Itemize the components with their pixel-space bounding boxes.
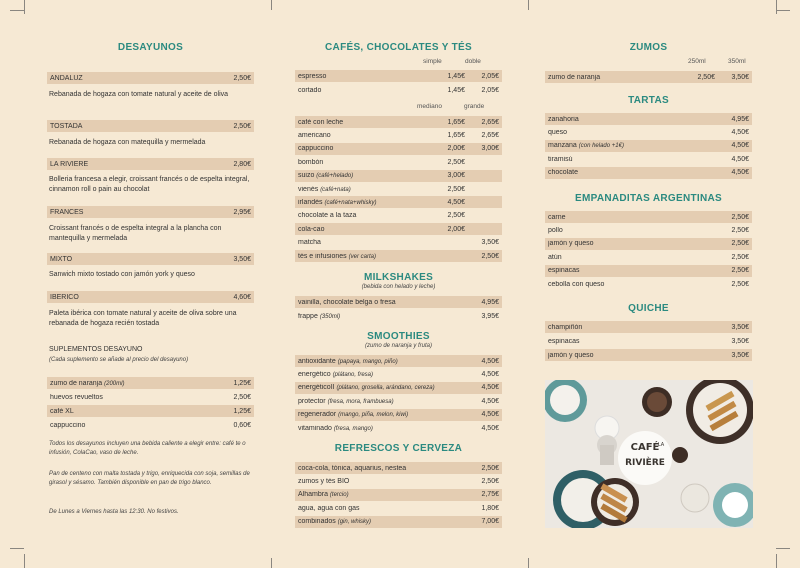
item-name — [298, 313, 469, 320]
smoothie-item — [295, 382, 502, 394]
item-detail: (café+nata) — [320, 186, 351, 193]
item-label: coca-cola, tónica, aquarius, nestea — [298, 464, 407, 472]
item-price: 4,50€ — [481, 370, 499, 378]
item-price: 2,00€ — [447, 225, 465, 233]
item-price: 4,50€ — [481, 411, 499, 419]
item-price: 4,50€ — [731, 128, 749, 136]
item-label: jamón y queso — [548, 351, 594, 359]
item-detail: (café+helado) — [316, 173, 354, 180]
drink-item — [295, 489, 502, 501]
juice-item — [545, 71, 752, 83]
zumos-title: ZUMOS — [629, 42, 668, 53]
item-price: 3,50€ — [233, 255, 251, 263]
item-name — [548, 240, 719, 247]
item-label: carne — [548, 213, 566, 221]
fold-mark — [528, 558, 529, 568]
smoothie-item — [295, 368, 502, 380]
item-detail: (200ml) — [104, 380, 125, 387]
item-label: suizo — [298, 172, 315, 180]
item-name — [548, 214, 719, 221]
item-label: zumos y tés BIO — [298, 477, 350, 485]
item-label: zanahoria — [548, 115, 579, 123]
item-detail: (plátano, fresa) — [332, 371, 374, 378]
item-label: café con leche — [298, 118, 344, 126]
coffee-item — [295, 156, 502, 168]
item-label: huevos revueltos — [50, 393, 103, 401]
item-label: vienés — [298, 185, 319, 193]
quiche-item — [545, 335, 752, 347]
item-price: 2,05€ — [481, 86, 499, 94]
milkshake-item — [295, 296, 502, 308]
supplement-item — [47, 377, 254, 389]
item-name — [50, 209, 221, 216]
cake-item — [545, 140, 752, 152]
fold-mark — [271, 558, 272, 568]
item-price: 2,50€ — [731, 280, 749, 288]
quiche-title: QUICHE — [628, 303, 669, 314]
item-label: espinacas — [548, 337, 580, 345]
item-price: 2,50€ — [447, 185, 465, 193]
item-price: 2,50€ — [233, 122, 251, 130]
breakfast-item — [47, 120, 254, 132]
breakfast-item — [47, 291, 254, 303]
coffee-item — [295, 84, 502, 96]
item-name — [298, 186, 431, 193]
item-price: 2,50€ — [731, 267, 749, 275]
item-name — [50, 380, 221, 387]
item-detail: (plátano, grosella, arándano, cereza) — [336, 385, 435, 392]
coffee-item — [295, 237, 502, 249]
item-price: 2,50€ — [233, 74, 251, 82]
supplements-note: (Cada suplemento se añade al precio del desayuno) — [49, 357, 189, 363]
item-label: pollo — [548, 226, 563, 234]
item-price: 3,50€ — [731, 73, 749, 81]
cake-item — [545, 126, 752, 138]
item-name — [50, 123, 221, 130]
item-label: LA RIVIÈRE — [50, 160, 89, 168]
item-name — [298, 253, 431, 260]
item-label: irlandés — [298, 198, 323, 206]
item-price: 1,25€ — [233, 407, 251, 415]
breakfast-description: Sanwich mixto tostado con jamón york y queso — [49, 271, 195, 278]
coffee-item — [295, 196, 502, 208]
item-label: queso — [548, 128, 568, 136]
desayunos-column — [47, 0, 254, 568]
breakfast-description: Paleta ibérica con tomate natural y aceite de oliva sobre una rebanada de hogaza recién tostada — [49, 310, 237, 327]
item-price: 3,50€ — [731, 337, 749, 345]
item-price: 2,50€ — [731, 226, 749, 234]
item-price: 2,80€ — [233, 160, 251, 168]
coffee-item — [295, 210, 502, 222]
fold-mark — [271, 0, 272, 10]
item-price: 4,50€ — [481, 424, 499, 432]
empanadita-item — [545, 211, 752, 223]
cake-item — [545, 113, 752, 125]
crop-mark — [776, 548, 790, 549]
item-name — [298, 371, 469, 378]
item-price: 3,00€ — [481, 145, 499, 153]
milkshake-item — [295, 310, 502, 322]
refrescos-title: REFRESCOS Y CERVEZA — [334, 443, 463, 454]
quiche-item — [545, 349, 752, 361]
item-label: energético — [298, 370, 331, 378]
item-label: atún — [548, 253, 562, 261]
table-illustration — [545, 380, 753, 528]
crop-mark — [24, 0, 25, 14]
item-name — [50, 394, 221, 401]
drink-item — [295, 462, 502, 474]
item-label: jamón y queso — [548, 240, 594, 248]
item-price: 1,45€ — [447, 72, 465, 80]
tartas-title: TARTAS — [628, 95, 669, 106]
item-label: antioxidante — [298, 357, 336, 365]
size-label-simple: simple — [423, 58, 442, 65]
item-price: 0,60€ — [233, 421, 251, 429]
coffee-item — [295, 183, 502, 195]
item-name — [298, 465, 469, 472]
item-detail: (fresa, mora, frambuesa) — [327, 398, 394, 405]
item-price: 3,00€ — [447, 172, 465, 180]
item-name — [50, 422, 221, 429]
item-detail: (350ml) — [319, 313, 341, 320]
smoothies-subtitle: (zumo de naranja y fruta) — [364, 343, 433, 349]
item-name — [298, 411, 469, 418]
item-label: frappe — [298, 312, 318, 320]
item-label: agua, agua con gas — [298, 504, 360, 512]
crop-mark — [776, 554, 777, 568]
item-label: cappuccino — [50, 421, 86, 429]
empanadita-item — [545, 278, 752, 290]
footer-note: De Lunes a Viernes hasta las 12:30. No festivos. — [49, 509, 179, 515]
item-detail: (café+nata+whisky) — [324, 199, 377, 206]
item-price: 4,50€ — [481, 384, 499, 392]
item-name — [298, 212, 431, 219]
item-name — [548, 324, 719, 331]
item-label: zumo de naranja — [50, 379, 103, 387]
item-price: 2,65€ — [481, 118, 499, 126]
item-name — [50, 408, 221, 415]
smoothie-item — [295, 355, 502, 367]
item-name — [298, 87, 431, 94]
item-name — [548, 74, 681, 81]
footer-note: Todos los desayunos incluyen una bebida caliente a elegir entre: café te o infusión, ColaCao, vaso de leche. — [49, 441, 246, 456]
item-label: Alhambra — [298, 491, 328, 499]
item-label: champiñón — [548, 323, 583, 331]
item-label: matcha — [298, 239, 321, 247]
item-name — [548, 156, 719, 163]
item-price: 4,50€ — [481, 357, 499, 365]
item-name — [50, 75, 221, 82]
item-name — [548, 142, 719, 149]
size-label-doble: doble — [465, 58, 481, 65]
coffee-item — [295, 70, 502, 82]
empanadita-item — [545, 265, 752, 277]
item-price: 2,05€ — [481, 72, 499, 80]
supplement-item — [47, 391, 254, 403]
item-name — [298, 199, 431, 206]
item-price: 2,00€ — [447, 145, 465, 153]
item-label: tés e infusiones — [298, 252, 347, 260]
item-label: cebolla con queso — [548, 280, 605, 288]
smoothie-item — [295, 422, 502, 434]
item-name — [548, 129, 719, 136]
item-price: 4,50€ — [731, 142, 749, 150]
item-name — [298, 518, 469, 525]
item-label: vainilla, chocolate belga o fresa — [298, 298, 396, 306]
item-name — [548, 281, 719, 288]
breakfast-description: Croissant francés o de espelta integral a la plancha con mantequilla y mermelada — [49, 225, 222, 242]
item-price: 4,50€ — [481, 397, 499, 405]
empanadita-item — [545, 238, 752, 250]
item-price: 2,75€ — [481, 491, 499, 499]
item-label: IBÉRICO — [50, 293, 79, 301]
size-label-mediano: mediano — [417, 103, 442, 110]
drink-item — [295, 516, 502, 528]
supplement-item — [47, 419, 254, 431]
empanadita-item — [545, 251, 752, 263]
fold-mark — [528, 0, 529, 10]
item-label: MIXTO — [50, 255, 73, 263]
item-name — [548, 267, 719, 274]
coffee-item — [295, 223, 502, 235]
size-label-350ml: 350ml — [728, 58, 746, 65]
item-label: cappuccino — [298, 145, 334, 153]
breakfast-item — [47, 206, 254, 218]
supplements-title: SUPLEMENTOS DESAYUNO — [49, 346, 143, 353]
item-detail: (ver carta) — [348, 253, 376, 260]
item-label: americano — [298, 131, 331, 139]
item-name — [298, 239, 431, 246]
breakfast-description: Rebanada de hogaza con tomate natural y aceite de oliva — [49, 91, 229, 98]
item-price: 4,50€ — [731, 169, 749, 177]
item-label: bombón — [298, 158, 324, 166]
item-name — [548, 169, 719, 176]
item-detail: (mango, piña, melon, kiwi) — [338, 412, 409, 419]
item-detail: (papaya, mango, piño) — [337, 358, 398, 365]
cake-item — [545, 153, 752, 165]
milkshakes-title: MILKSHAKES — [363, 272, 434, 283]
supplement-item — [47, 405, 254, 417]
item-name — [50, 294, 221, 301]
item-label: chocolate — [548, 169, 578, 177]
item-price: 4,60€ — [233, 293, 251, 301]
item-label: protector — [298, 397, 326, 405]
crop-mark — [10, 548, 24, 549]
item-price: 1,80€ — [481, 504, 499, 512]
cafes-title: CAFÉS, CHOCOLATES Y TÉS — [325, 42, 472, 53]
item-price: 1,65€ — [447, 131, 465, 139]
item-name — [298, 299, 469, 306]
item-price: 3,50€ — [731, 351, 749, 359]
coffee-item — [295, 116, 502, 128]
item-detail: (con helado +1€) — [578, 143, 624, 150]
item-name — [548, 227, 719, 234]
cafe-photo — [545, 380, 753, 528]
item-name — [298, 358, 469, 365]
item-name — [298, 226, 431, 233]
quiche-item — [545, 321, 752, 333]
item-name — [298, 384, 469, 391]
item-price: 2,50€ — [481, 464, 499, 472]
breakfast-description: Rebanada de hogaza con matequilla y mermelada — [49, 139, 206, 146]
crop-mark — [776, 10, 790, 11]
item-name — [548, 116, 719, 123]
item-price: 2,95€ — [233, 208, 251, 216]
item-price: 4,95€ — [731, 115, 749, 123]
item-label: vitaminado — [298, 424, 332, 432]
drink-item — [295, 475, 502, 487]
cake-item — [545, 167, 752, 179]
item-price: 2,50€ — [697, 73, 715, 81]
item-detail: (gin, whisky) — [337, 519, 372, 526]
drinks-column — [295, 0, 502, 568]
item-price: 2,50€ — [731, 253, 749, 261]
item-price: 1,45€ — [447, 86, 465, 94]
item-name — [298, 132, 431, 139]
coffee-item — [295, 250, 502, 262]
empanadita-item — [545, 224, 752, 236]
item-name — [548, 254, 719, 261]
item-price: 2,65€ — [481, 131, 499, 139]
item-price: 4,50€ — [731, 155, 749, 163]
smoothies-title: SMOOTHIES — [367, 331, 430, 342]
item-detail: (fresa, mango) — [333, 425, 373, 432]
coffee-item — [295, 143, 502, 155]
drink-item — [295, 502, 502, 514]
item-label: chocolate a la taza — [298, 212, 357, 220]
item-price: 2,50€ — [731, 240, 749, 248]
item-price: 3,50€ — [731, 323, 749, 331]
item-name — [50, 256, 221, 263]
coffee-item — [295, 129, 502, 141]
breakfast-item — [47, 72, 254, 84]
smoothie-item — [295, 409, 502, 421]
crop-mark — [24, 554, 25, 568]
item-name — [50, 161, 221, 168]
item-price: 2,50€ — [481, 477, 499, 485]
item-label: espresso — [298, 72, 327, 80]
brand-line1: CAFÉ — [630, 442, 660, 453]
item-price: 1,25€ — [233, 379, 251, 387]
item-label: TOSTADA — [50, 122, 83, 130]
item-price: 2,50€ — [481, 252, 499, 260]
item-label: tiramisú — [548, 155, 573, 163]
item-label: combinados — [298, 518, 336, 526]
coffee-item — [295, 170, 502, 182]
item-detail: (tercio) — [329, 492, 349, 499]
item-name — [298, 73, 431, 80]
item-label: zumo de naranja — [548, 73, 601, 81]
item-name — [548, 352, 719, 359]
item-label: regenerador — [298, 411, 337, 419]
breakfast-description: Bolleria francesa a elegir, croissant francés o de espelta integral, cinnamon roll o pain au chocolat — [49, 176, 250, 193]
item-price: 3,95€ — [481, 312, 499, 320]
item-name — [298, 172, 431, 179]
item-price: 1,65€ — [447, 118, 465, 126]
item-name — [298, 491, 469, 498]
item-price: 3,50€ — [481, 239, 499, 247]
desayunos-title: DESAYUNOS — [117, 42, 184, 53]
item-name — [298, 398, 469, 405]
item-label: café XL — [50, 407, 74, 415]
size-label-grande: grande — [464, 103, 485, 110]
smoothie-item — [295, 395, 502, 407]
item-name — [298, 505, 469, 512]
item-label: cortado — [298, 86, 322, 94]
size-label-250ml: 250ml — [688, 58, 706, 65]
item-label: FRANCÉS — [50, 208, 84, 216]
item-name — [548, 338, 719, 345]
brand-small: LA — [657, 442, 665, 448]
crop-mark — [10, 10, 24, 11]
crop-mark — [776, 0, 777, 14]
item-name — [298, 119, 431, 126]
item-price: 4,50€ — [447, 198, 465, 206]
breakfast-item — [47, 253, 254, 265]
footer-note: Pan de centeno con malta tostada y trigo, enriquecida con soja, semillas de girasol y sésamo. También disponible en pan de trigo blanco. — [49, 471, 250, 486]
item-name — [298, 145, 431, 152]
item-price: 2,50€ — [731, 213, 749, 221]
item-label: energéticoII — [298, 384, 335, 392]
item-price: 2,50€ — [447, 212, 465, 220]
item-label: manzana — [548, 142, 577, 150]
item-price: 2,50€ — [447, 158, 465, 166]
item-label: cola-cao — [298, 225, 325, 233]
item-price: 2,50€ — [233, 393, 251, 401]
item-price: 4,95€ — [481, 298, 499, 306]
brand-line2: RIVIÈRE — [625, 458, 665, 468]
item-name — [298, 478, 469, 485]
item-name — [298, 425, 469, 432]
item-label: ANDALUZ — [50, 74, 83, 82]
breakfast-item — [47, 158, 254, 170]
milkshakes-subtitle: (bebida con helado y leche) — [361, 284, 436, 290]
empanaditas-title: EMPANADITAS ARGENTINAS — [575, 193, 722, 204]
item-label: espinacas — [548, 267, 580, 275]
item-name — [298, 159, 431, 166]
item-price: 7,00€ — [481, 518, 499, 526]
